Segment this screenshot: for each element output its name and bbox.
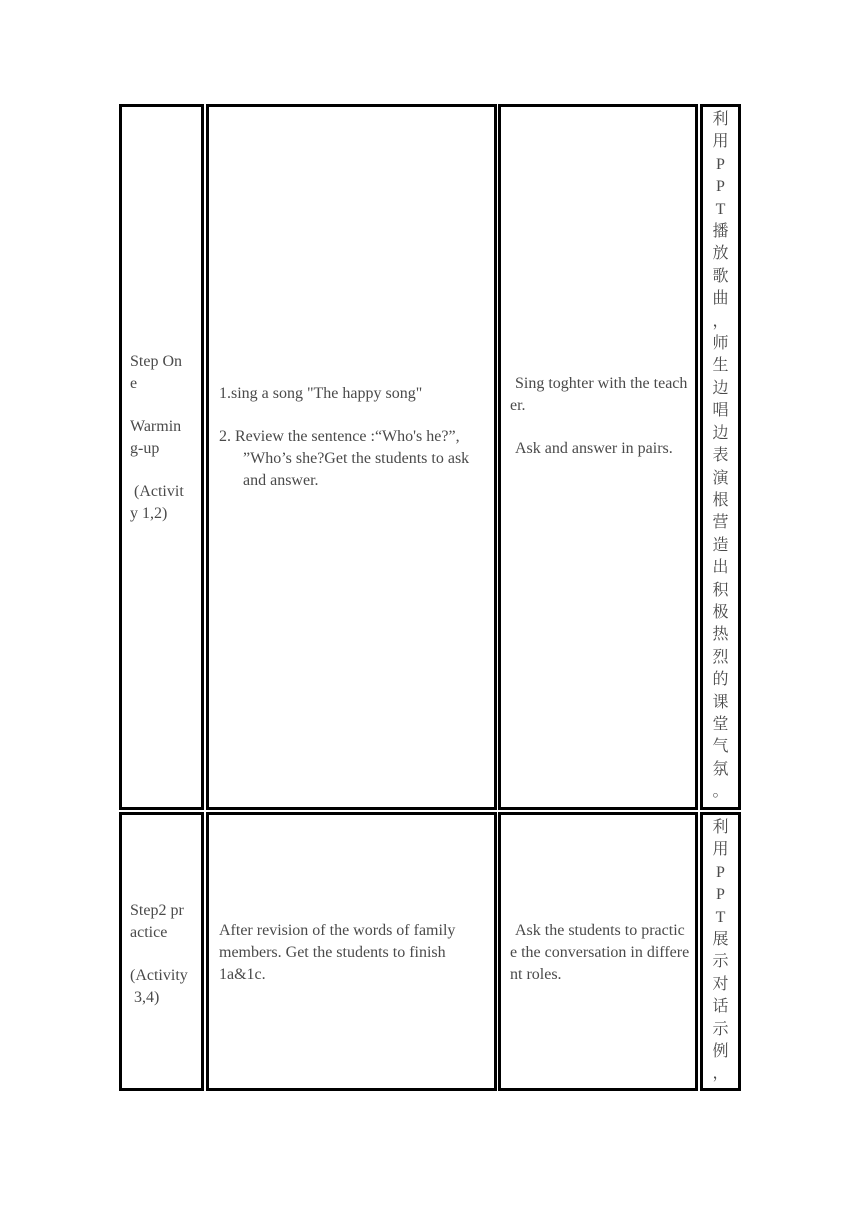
row2-teacher-cell xyxy=(206,812,497,1091)
row2-students-cell xyxy=(498,812,698,1091)
intent-char: P xyxy=(716,863,725,881)
row2-step-cell xyxy=(119,812,204,1091)
student-activity-2: Ask and answer in pairs. xyxy=(515,440,673,457)
student-activity-1: Sing toghter with the teacher. xyxy=(510,375,688,414)
intent-char: 造 xyxy=(712,536,729,554)
intent-char: 播 xyxy=(712,223,729,241)
intent-char: 课 xyxy=(712,693,729,711)
intent-char: 积 xyxy=(712,581,729,599)
row2-step-text: Step2 pr actice (Activity 3,4) xyxy=(130,902,188,1006)
intent-char: P xyxy=(716,155,725,173)
row2-teacher-text xyxy=(219,920,489,986)
intent-char: P xyxy=(716,178,725,196)
intent-char: 的 xyxy=(712,671,729,689)
intent-char: ， xyxy=(712,312,729,330)
intent-char: 展 xyxy=(712,931,729,949)
intent-char: 话 xyxy=(712,998,729,1016)
intent-char: 利 xyxy=(712,819,729,836)
intent-char: 对 xyxy=(712,975,729,993)
row1-students-text xyxy=(510,373,690,460)
intent-char: 堂 xyxy=(712,715,729,733)
intent-char: T xyxy=(715,908,726,926)
intent-char: 表 xyxy=(712,447,729,465)
intent-char: 生 xyxy=(712,357,729,375)
row1-students-cell xyxy=(498,104,698,810)
row1-teacher-text xyxy=(219,383,487,492)
intent-char: 例 xyxy=(712,1043,729,1061)
intent-char: 气 xyxy=(712,738,729,756)
intent-char: 师 xyxy=(712,335,729,353)
teacher-activity-3: After revision of the words of family members. Get the students to finish 1a&1c. xyxy=(219,922,456,983)
row1-step-text: Step On e Warmin g-up (Activit y 1,2) xyxy=(130,353,184,522)
intent-char: 极 xyxy=(712,603,729,621)
teacher-activity-2: 2. Review the sentence :“Who's he?”, ”Who’s she?Get the students to ask and answer. xyxy=(219,428,470,489)
intent-char: 示 xyxy=(712,1020,729,1038)
intent-char: 用 xyxy=(712,841,729,859)
row1-teacher-cell xyxy=(206,104,497,810)
intent-char: 根 xyxy=(712,491,729,509)
row2-students-text xyxy=(510,920,690,986)
intent-char: ， xyxy=(712,1065,729,1083)
intent-char: 放 xyxy=(712,245,729,263)
intent-char: 曲 xyxy=(712,290,729,308)
intent-char: 边 xyxy=(712,424,729,442)
intent-char: 热 xyxy=(712,626,729,644)
intent-char: 出 xyxy=(712,559,729,577)
intent-char: 。 xyxy=(712,783,729,801)
student-activity-3: Ask the students to practice the conversation in different roles. xyxy=(510,922,690,983)
intent-char: 烈 xyxy=(712,648,729,666)
intent-char: 歌 xyxy=(712,267,729,285)
intent-char: 边 xyxy=(712,379,729,397)
intent-char: 演 xyxy=(712,469,729,487)
row2-intent-vertical-text xyxy=(703,815,738,1086)
intent-char: P xyxy=(716,886,725,904)
intent-char: 示 xyxy=(712,953,729,971)
intent-char: 唱 xyxy=(712,402,729,420)
row2-intent-cell xyxy=(700,812,741,1091)
row1-intent-vertical-text xyxy=(703,107,738,804)
intent-char: 用 xyxy=(712,133,729,151)
row1-step-cell xyxy=(119,104,204,810)
intent-char: 利 xyxy=(712,111,729,128)
row1-intent-cell xyxy=(700,104,741,810)
teacher-activity-1: 1.sing a song "The happy song" xyxy=(219,385,423,402)
intent-char: 氛 xyxy=(712,760,729,778)
intent-char: 营 xyxy=(712,514,729,532)
intent-char: T xyxy=(715,200,726,218)
